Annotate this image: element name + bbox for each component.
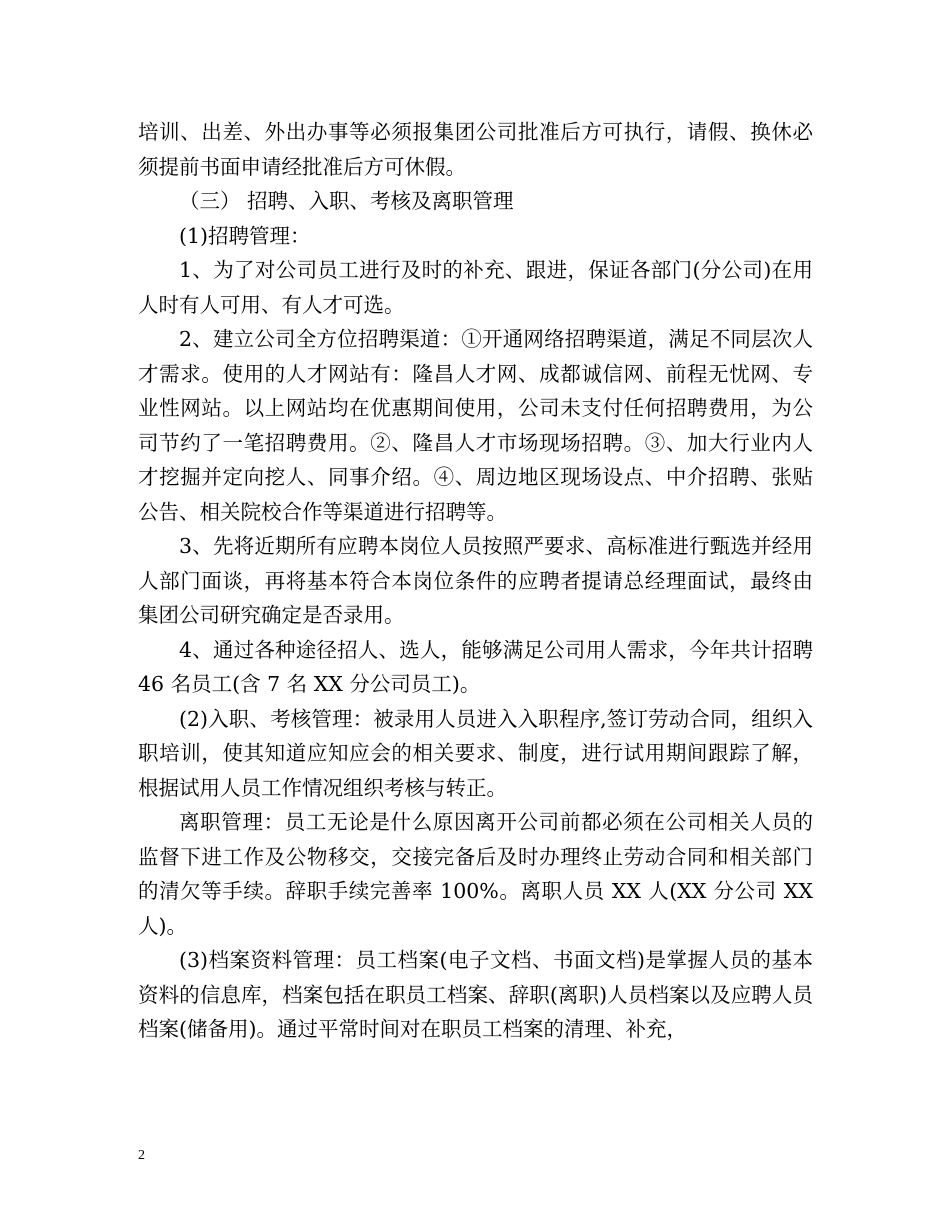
paragraph: 4、通过各种途径招人、选人，能够满足公司用人需求，今年共计招聘 46 名员工(含 7 名 XX 分公司员工)。: [138, 637, 813, 696]
paragraph: 1、为了对公司员工进行及时的补充、跟进，保证各部门(分公司)在用人时有人可用、有人才可选。: [138, 258, 813, 317]
page-number: 2: [138, 1148, 145, 1163]
paragraph: (3)档案资料管理：员工档案(电子文档、书面文档)是掌握人员的基本资料的信息库，档案包括在职员工档案、辞职(离职)人员档案以及应聘人员档案(储备用)。通过平常时间对在职员工档案的清理、补充，: [138, 948, 813, 1041]
paragraph: 培训、出差、外出办事等必须报集团公司批准后方可执行，请假、换休必须提前书面申请经批准后方可休假。: [138, 120, 813, 179]
section-heading: （三） 招聘、入职、考核及离职管理: [179, 189, 514, 213]
paragraph: 3、先将近期所有应聘本岗位人员按照严要求、高标准进行甄选并经用人部门面谈，再将基本符合本岗位条件的应聘者提请总经理面试，最终由集团公司研究确定是否录用。: [138, 534, 813, 627]
paragraph: (2)入职、考核管理：被录用人员进入入职程序,签订劳动合同，组织入职培训，使其知道应知应会的相关要求、制度，进行试用期间跟踪了解，根据试用人员工作情况组织考核与转正。: [138, 706, 813, 800]
subsection-heading: (1)招聘管理：: [179, 223, 311, 248]
document-body: [138, 115, 813, 1047]
paragraph: 2、建立公司全方位招聘渠道：①开通网络招聘渠道，满足不同层次人才需求。使用的人才网站有：隆昌人才网、成都诚信网、前程无忧网、专业性网站。以上网站均在优惠期间使用，公司未支付任何招聘费用，为公司节约了一笔招聘费用。②、隆昌人才市场现场招聘。③、加大行业内人才挖掘并定向挖人、同事介绍。④、周边地区现场设点、中介招聘、张贴公告、相关院校合作等渠道进行招聘等。: [138, 327, 813, 524]
paragraph: 离职管理：员工无论是什么原因离开公司前都必须在公司相关人员的监督下进工作及公物移交，交接完备后及时办理终止劳动合同和相关部门的清欠等手续。辞职手续完善率 100%。离职人员 XX 人(XX 分公司 XX 人)。: [138, 810, 813, 938]
